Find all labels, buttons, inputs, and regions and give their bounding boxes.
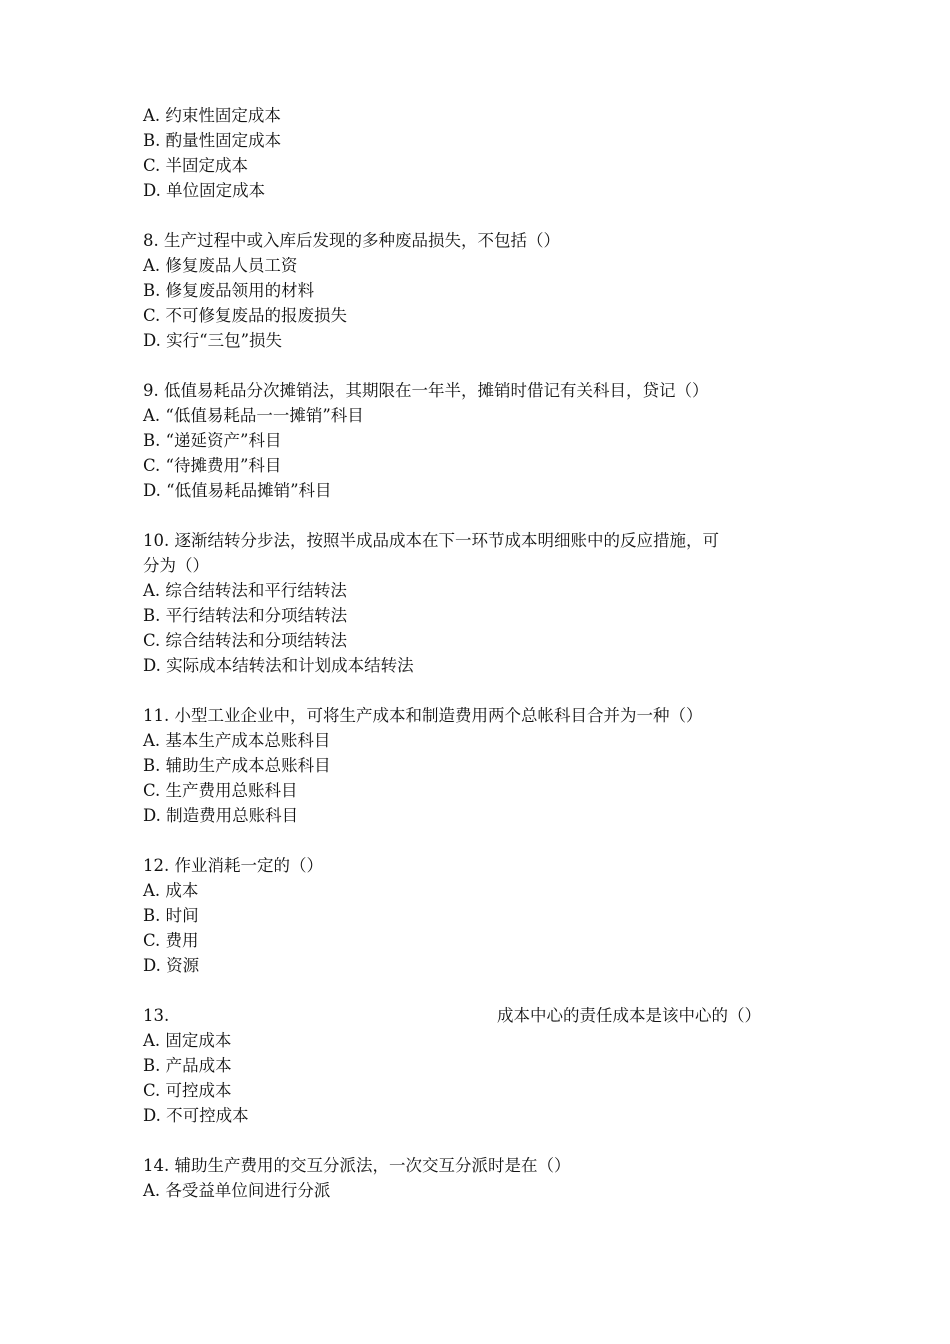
q11-option-a: A. 基本生产成本总账科目 [143,731,331,750]
q12-option-c: C. 费用 [143,931,199,950]
q10-option-d: D. 实际成本结转法和计划成本结转法 [143,656,414,675]
q11-stem: 11. 小型工业企业中，可将生产成本和制造费用两个总帐科目合并为一种（） [143,706,703,725]
q14-stem: 14. 辅助生产费用的交互分派法，一次交互分派时是在（） [143,1156,571,1175]
question-10 [143,528,815,678]
document-page [143,103,815,1203]
q12-option-b: B. 时间 [143,906,199,925]
question-13 [143,1003,815,1128]
q7-option-b: B. 酌量性固定成本 [143,131,282,150]
q9-stem: 9. 低值易耗品分次摊销法，其期限在一年半，摊销时借记有关科目，贷记（） [143,381,709,400]
q7-option-c: C. 半固定成本 [143,156,249,175]
spacer [143,678,815,703]
q11-option-d: D. 制造费用总账科目 [143,806,299,825]
question-9 [143,378,815,503]
question-14 [143,1153,815,1203]
question-11 [143,703,815,828]
q12-stem: 12. 作业消耗一定的（） [143,856,323,875]
q13-option-c: C. 可控成本 [143,1081,232,1100]
q8-option-c: C. 不可修复废品的报废损失 [143,306,348,325]
q8-stem: 8. 生产过程中或入库后发现的多种废品损失，不包括（） [143,231,560,250]
q8-option-b: B. 修复废品领用的材料 [143,281,315,300]
spacer [143,828,815,853]
q11-option-b: B. 辅助生产成本总账科目 [143,756,331,775]
q7-option-a: A. 约束性固定成本 [143,106,281,125]
spacer [143,353,815,378]
q8-option-d: D. 实行“三包”损失 [143,331,283,350]
q9-option-c: C. “待摊费用”科目 [143,456,282,475]
q10-stem-line-2: 分为（） [143,556,209,575]
q9-option-a: A. “低值易耗品一一摊销”科目 [143,406,364,425]
q9-option-d: D. “低值易耗品摊销”科目 [143,481,332,500]
q10-stem-line-1: 10. 逐渐结转分步法，按照半成品成本在下一环节成本明细账中的反应措施，可 [143,531,719,550]
q13-number: 13. [143,1006,170,1025]
question-7 [143,103,815,203]
q10-option-b: B. 平行结转法和分项结转法 [143,606,348,625]
question-8 [143,228,815,353]
q13-stem-row [143,1003,815,1028]
question-12 [143,853,815,978]
q13-option-d: D. 不可控成本 [143,1106,249,1125]
q13-option-b: B. 产品成本 [143,1056,232,1075]
q12-option-d: D. 资源 [143,956,200,975]
q8-option-a: A. 修复废品人员工资 [143,256,298,275]
q9-option-b: B. “递延资产”科目 [143,431,282,450]
q11-option-c: C. 生产费用总账科目 [143,781,298,800]
spacer [143,978,815,1003]
q12-option-a: A. 成本 [143,881,199,900]
q13-option-a: A. 固定成本 [143,1031,232,1050]
q7-option-d: D. 单位固定成本 [143,181,266,200]
q13-stem: 成本中心的责任成本是该中心的（） [497,1006,761,1025]
spacer [143,503,815,528]
q14-option-a: A. 各受益单位间进行分派 [143,1181,331,1200]
q10-option-a: A. 综合结转法和平行结转法 [143,581,347,600]
spacer [143,203,815,228]
q10-option-c: C. 综合结转法和分项结转法 [143,631,348,650]
spacer [143,1128,815,1153]
